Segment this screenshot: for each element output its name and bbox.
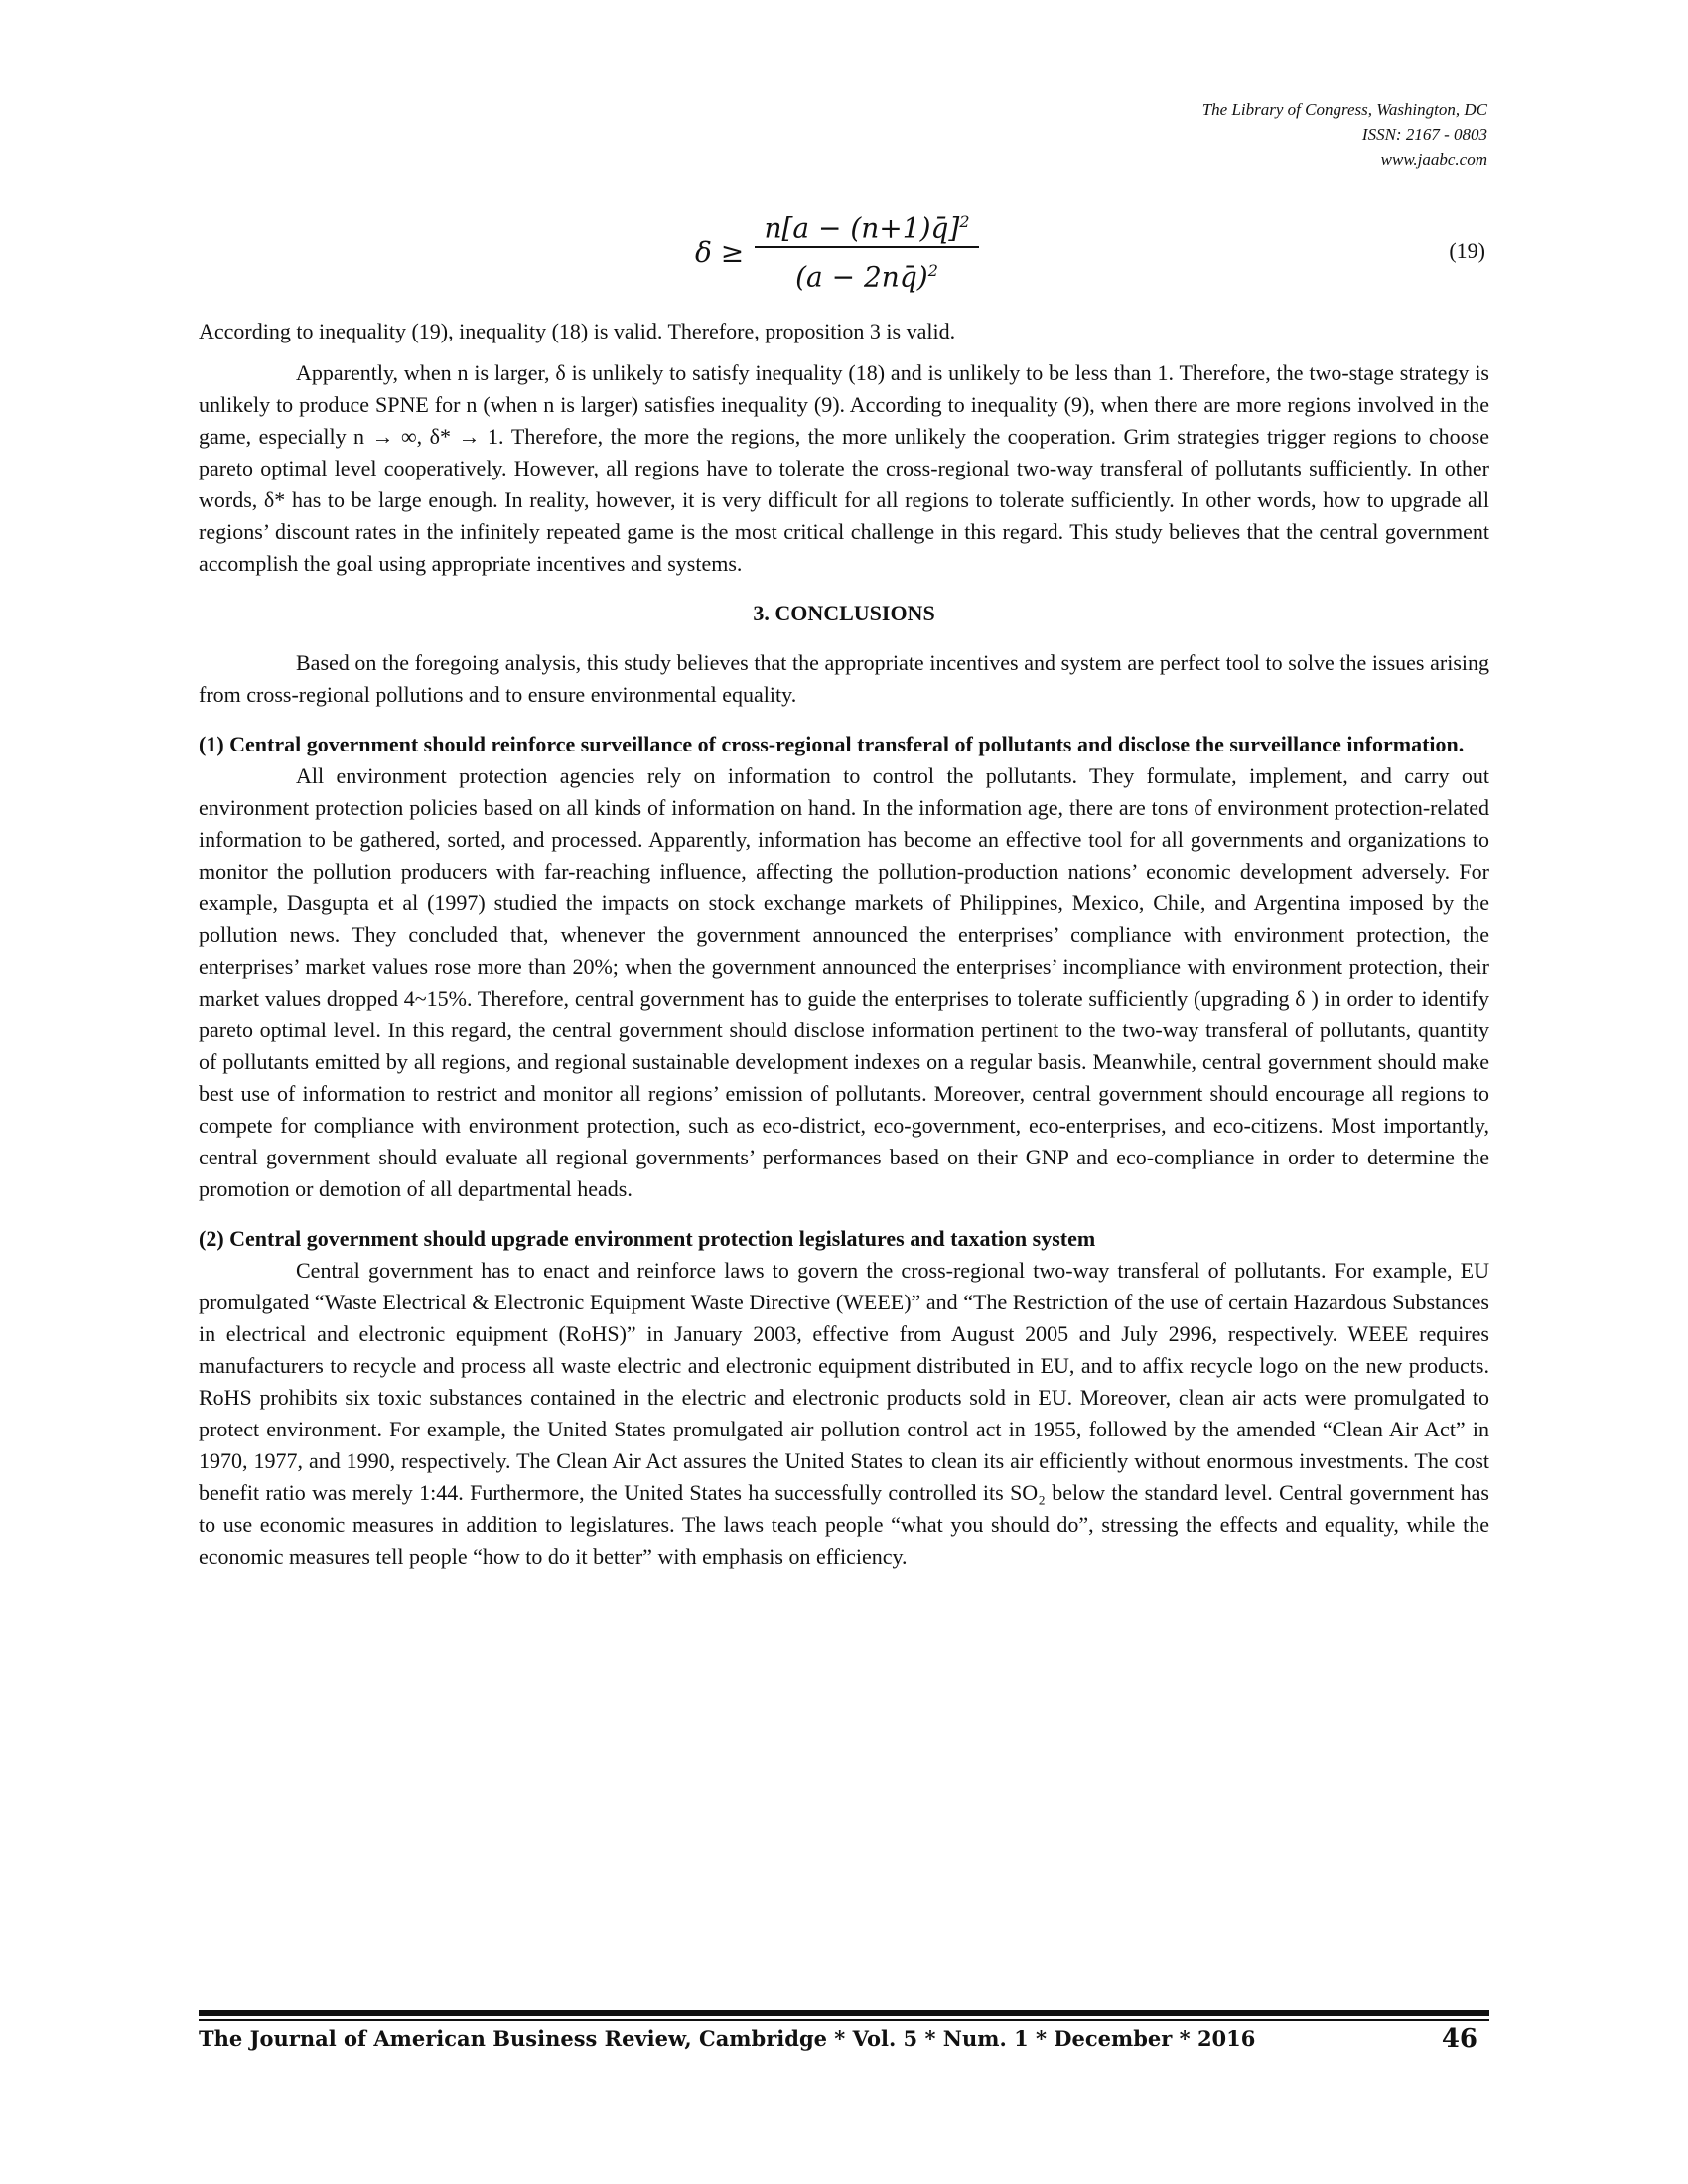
paragraph: According to inequality (19), inequality (18) is valid. Therefore, proposition 3 is valid. [199,319,956,343]
header-website: www.jaabc.com [1380,150,1487,169]
equation-number: (19) [1449,238,1485,263]
header-issn: ISSN: 2167 - 0803 [1361,125,1487,144]
equation-numerator: n[a − (n+1)q̄]$^2$ [764,211,970,245]
equation-lhs: δ ≥ [695,236,745,269]
article-body [199,316,1489,1572]
paragraph: All environment protection agencies rely on information to control the pollutants. They formulate, implement, and carry out environment protection policies based on all kinds of information on hand. In the information age, there are tons of environment protection-related information to be gathered, sorted, and processed. Apparently, information has become an effective tool for all governments and organizations to monitor the pollution producers with far-reaching influence, affecting the pollution-production nations’ economic development adversely. For example, Dasgupta et al (1997) studied the impacts on stock exchange markets of Philippines, Mexico, Chile, and Argentina imposed by the pollution news. They concluded that, whenever the government announced the enterprises’ compliance with environment protection, the enterprises’ market values rose more than 20%; when the government announced the enterprises’ incompliance with environment protection, their market values dropped 4~15%. Therefore, central government has to guide the enterprises to tolerate sufficiently (upgrading δ ) in order to identify pareto optimal level. In this regard, the central government should disclose information pertinent to the two-way transferal of pollutants, quantity of pollutants emitted by all regions, and regional sustainable development indexes on a regular basis. Meanwhile, central government should make best use of information to restrict and monitor all regions’ emission of pollutants. Moreover, central government should encourage all regions to compete for compliance with environment protection, such as eco-district, eco-government, eco-enterprises, and eco-citizens. Most importantly, central government should evaluate all regional governments’ performances based on their GNP and eco-compliance in order to determine the promotion or demotion of all departmental heads. [199,763,1489,1201]
paragraph: Central government has to enact and reinforce laws to govern the cross-regional two-way transferal of pollutants. For example, EU promulgated “Waste Electrical & Electronic Equipment Waste Directive (WEEE)” and “The Restriction of the use of certain Hazardous Substances in electrical and electronic equipment (RoHS)” in January 2003, effective from August 2005 and July 2996, respectively. WEEE requires manufacturers to recycle and process all waste electric and electronic equipment distributed in EU, and to affix recycle logo on the new products. RoHS prohibits six toxic substances contained in the electric and electronic products sold in EU. Moreover, clean air acts were promulgated to protect environment. For example, the United States promulgated air pollution control act in 1955, followed by the amended “Clean Air Act” in 1970, 1977, and 1990, respectively. The Clean Air Act assures the United States to clean its air efficiently without enormous investments. The cost benefit ratio was merely 1:44. Furthermore, the United States ha successfully controlled its SO₂ below the standard level. Central government has to use economic measures in addition to legislatures. The laws teach people “what you should do”, stressing the effects and equality, while the economic measures tell people “how to do it better” with emphasis on efficiency. [199,1258,1489,1569]
footer-journal: The Journal of American Business Review, Cambridge * Vol. 5 * Num. 1 * December * 2016 [199,2026,1256,2051]
running-header [1202,97,1487,172]
equation-denominator: (a − 2nq̄)$^2$ [795,260,938,294]
footer-rule [199,2019,1489,2021]
subsection-heading: (2) Central government should upgrade environment protection legislatures and taxation system [199,1226,1096,1251]
page-number: 46 [1441,2024,1477,2054]
paragraph: Apparently, when n is larger, δ is unlikely to satisfy inequality (18) and is unlikely to be less than 1. Therefore, the two-stage strategy is unlikely to produce SPNE for n (when n is larger) satisfies inequality (9). According to inequality (9), when there are more regions involved in the game, especially n → ∞, δ* → 1. Therefore, the more the regions, the more unlikely the cooperation. Grim strategies trigger regions to choose pareto optimal level cooperatively. However, all regions have to tolerate the cross-regional two-way transferal of pollutants sufficiently. In other words, δ* has to be large enough. In reality, however, it is very difficult for all regions to tolerate sufficiently. In other words, how to upgrade all regions’ discount rates in the infinitely repeated game is the most critical challenge in this regard. This study believes that the central government accomplish the goal using appropriate incentives and systems. [199,360,1489,576]
equation-fraction [753,199,981,294]
footer-rule [199,2010,1489,2016]
section-heading: 3. CONCLUSIONS [753,601,935,625]
paragraph: Based on the foregoing analysis, this study believes that the appropriate incentives and system are perfect tool to solve the issues arising from cross-regional pollutions and to ensure environmental equality. [199,650,1489,707]
subsection-heading: (1) Central government should reinforce surveillance of cross-regional transferal of pollutants and disclose the surveillance information. [199,732,1465,756]
header-publisher: The Library of Congress, Washington, DC [1201,100,1487,119]
